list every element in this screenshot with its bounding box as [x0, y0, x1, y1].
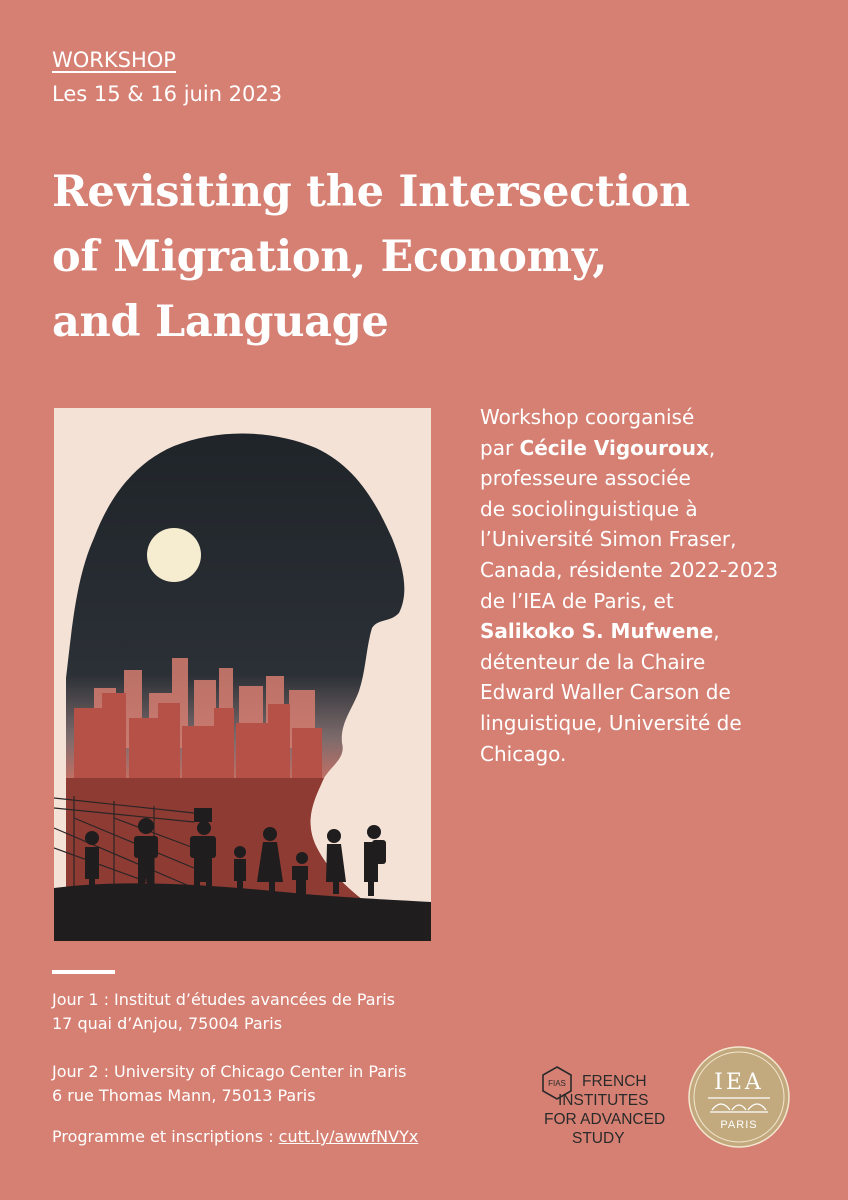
venue-day-1-address: 17 quai d’Anjou, 75004 Paris [52, 1014, 283, 1033]
fias-wordmark [544, 1072, 698, 1148]
organizer-2-desc: linguistique, Université de [480, 710, 742, 735]
iea-paris-seal-icon [688, 1046, 790, 1148]
title-line-2: of Migration, Economy, [52, 232, 608, 282]
fias-line: INSTITUTES [558, 1092, 649, 1109]
registration [52, 1127, 418, 1146]
fias-badge-text: FIAS [548, 1079, 566, 1088]
page-title [52, 160, 832, 355]
iea-seal-bottom-text: PARIS [720, 1119, 758, 1131]
organizer-1-desc: professeure associée [480, 466, 691, 491]
organizer-2-desc: Edward Waller Carson de [480, 680, 731, 705]
organizers-intro: Workshop coorganisé [480, 405, 695, 429]
migration-illustration [54, 408, 431, 941]
moon-icon [147, 528, 201, 582]
organizer-2-name: Salikoko S. Mufwene [480, 619, 714, 644]
organizer-1-desc: l’Université Simon Fraser, [480, 527, 737, 552]
organizers-description: Workshop coorganisé par Cécile Vigouroux, professeure associée de sociolinguistique à l’Université Simon Fraser, Canada, résidente 2022-2023 de l’IEA de Paris, et Salikoko S. Mufwene, détenteur de la Chaire Edward Waller Carson de linguistique, Université de Chicago. [480, 405, 779, 766]
venue-day-2-name: Jour 2 : University of Chicago Center in Paris [52, 1062, 407, 1081]
iea-seal-top-text: IEA [714, 1070, 764, 1095]
fias-line: FRENCH [582, 1073, 647, 1090]
venue-day-2-address: 6 rue Thomas Mann, 75013 Paris [52, 1086, 316, 1105]
organizer-2-desc: détenteur de la Chaire [480, 649, 706, 674]
fias-line: STUDY [572, 1130, 625, 1147]
organizers-par: par [480, 435, 520, 460]
event-type-label: WORKSHOP [52, 48, 176, 72]
registration-label: Programme et inscriptions : [52, 1127, 279, 1146]
organizer-1-name: Cécile Vigouroux [519, 435, 709, 460]
title-line-1: Revisiting the Intersection [52, 167, 690, 217]
organizer-1-desc: de l’IEA de Paris, et [480, 588, 674, 613]
fias-line: FOR ADVANCED [544, 1111, 666, 1128]
registration-link[interactable]: cutt.ly/awwfNVYx [278, 1127, 419, 1146]
fias-logo [540, 1066, 690, 1150]
organizer-1-desc: de sociolinguistique à [480, 496, 698, 521]
organizer-1-desc: Canada, résidente 2022-2023 [480, 557, 779, 582]
venue-day-1 [52, 988, 395, 1036]
venue-day-1-name: Jour 1 : Institut d’études avancées de Paris [52, 990, 395, 1009]
divider [52, 970, 115, 974]
organizer-2-desc: Chicago. [480, 741, 567, 766]
title-line-3: and Language [52, 297, 389, 347]
venue-day-2 [52, 1060, 406, 1108]
event-dates: Les 15 & 16 juin 2023 [52, 82, 283, 106]
